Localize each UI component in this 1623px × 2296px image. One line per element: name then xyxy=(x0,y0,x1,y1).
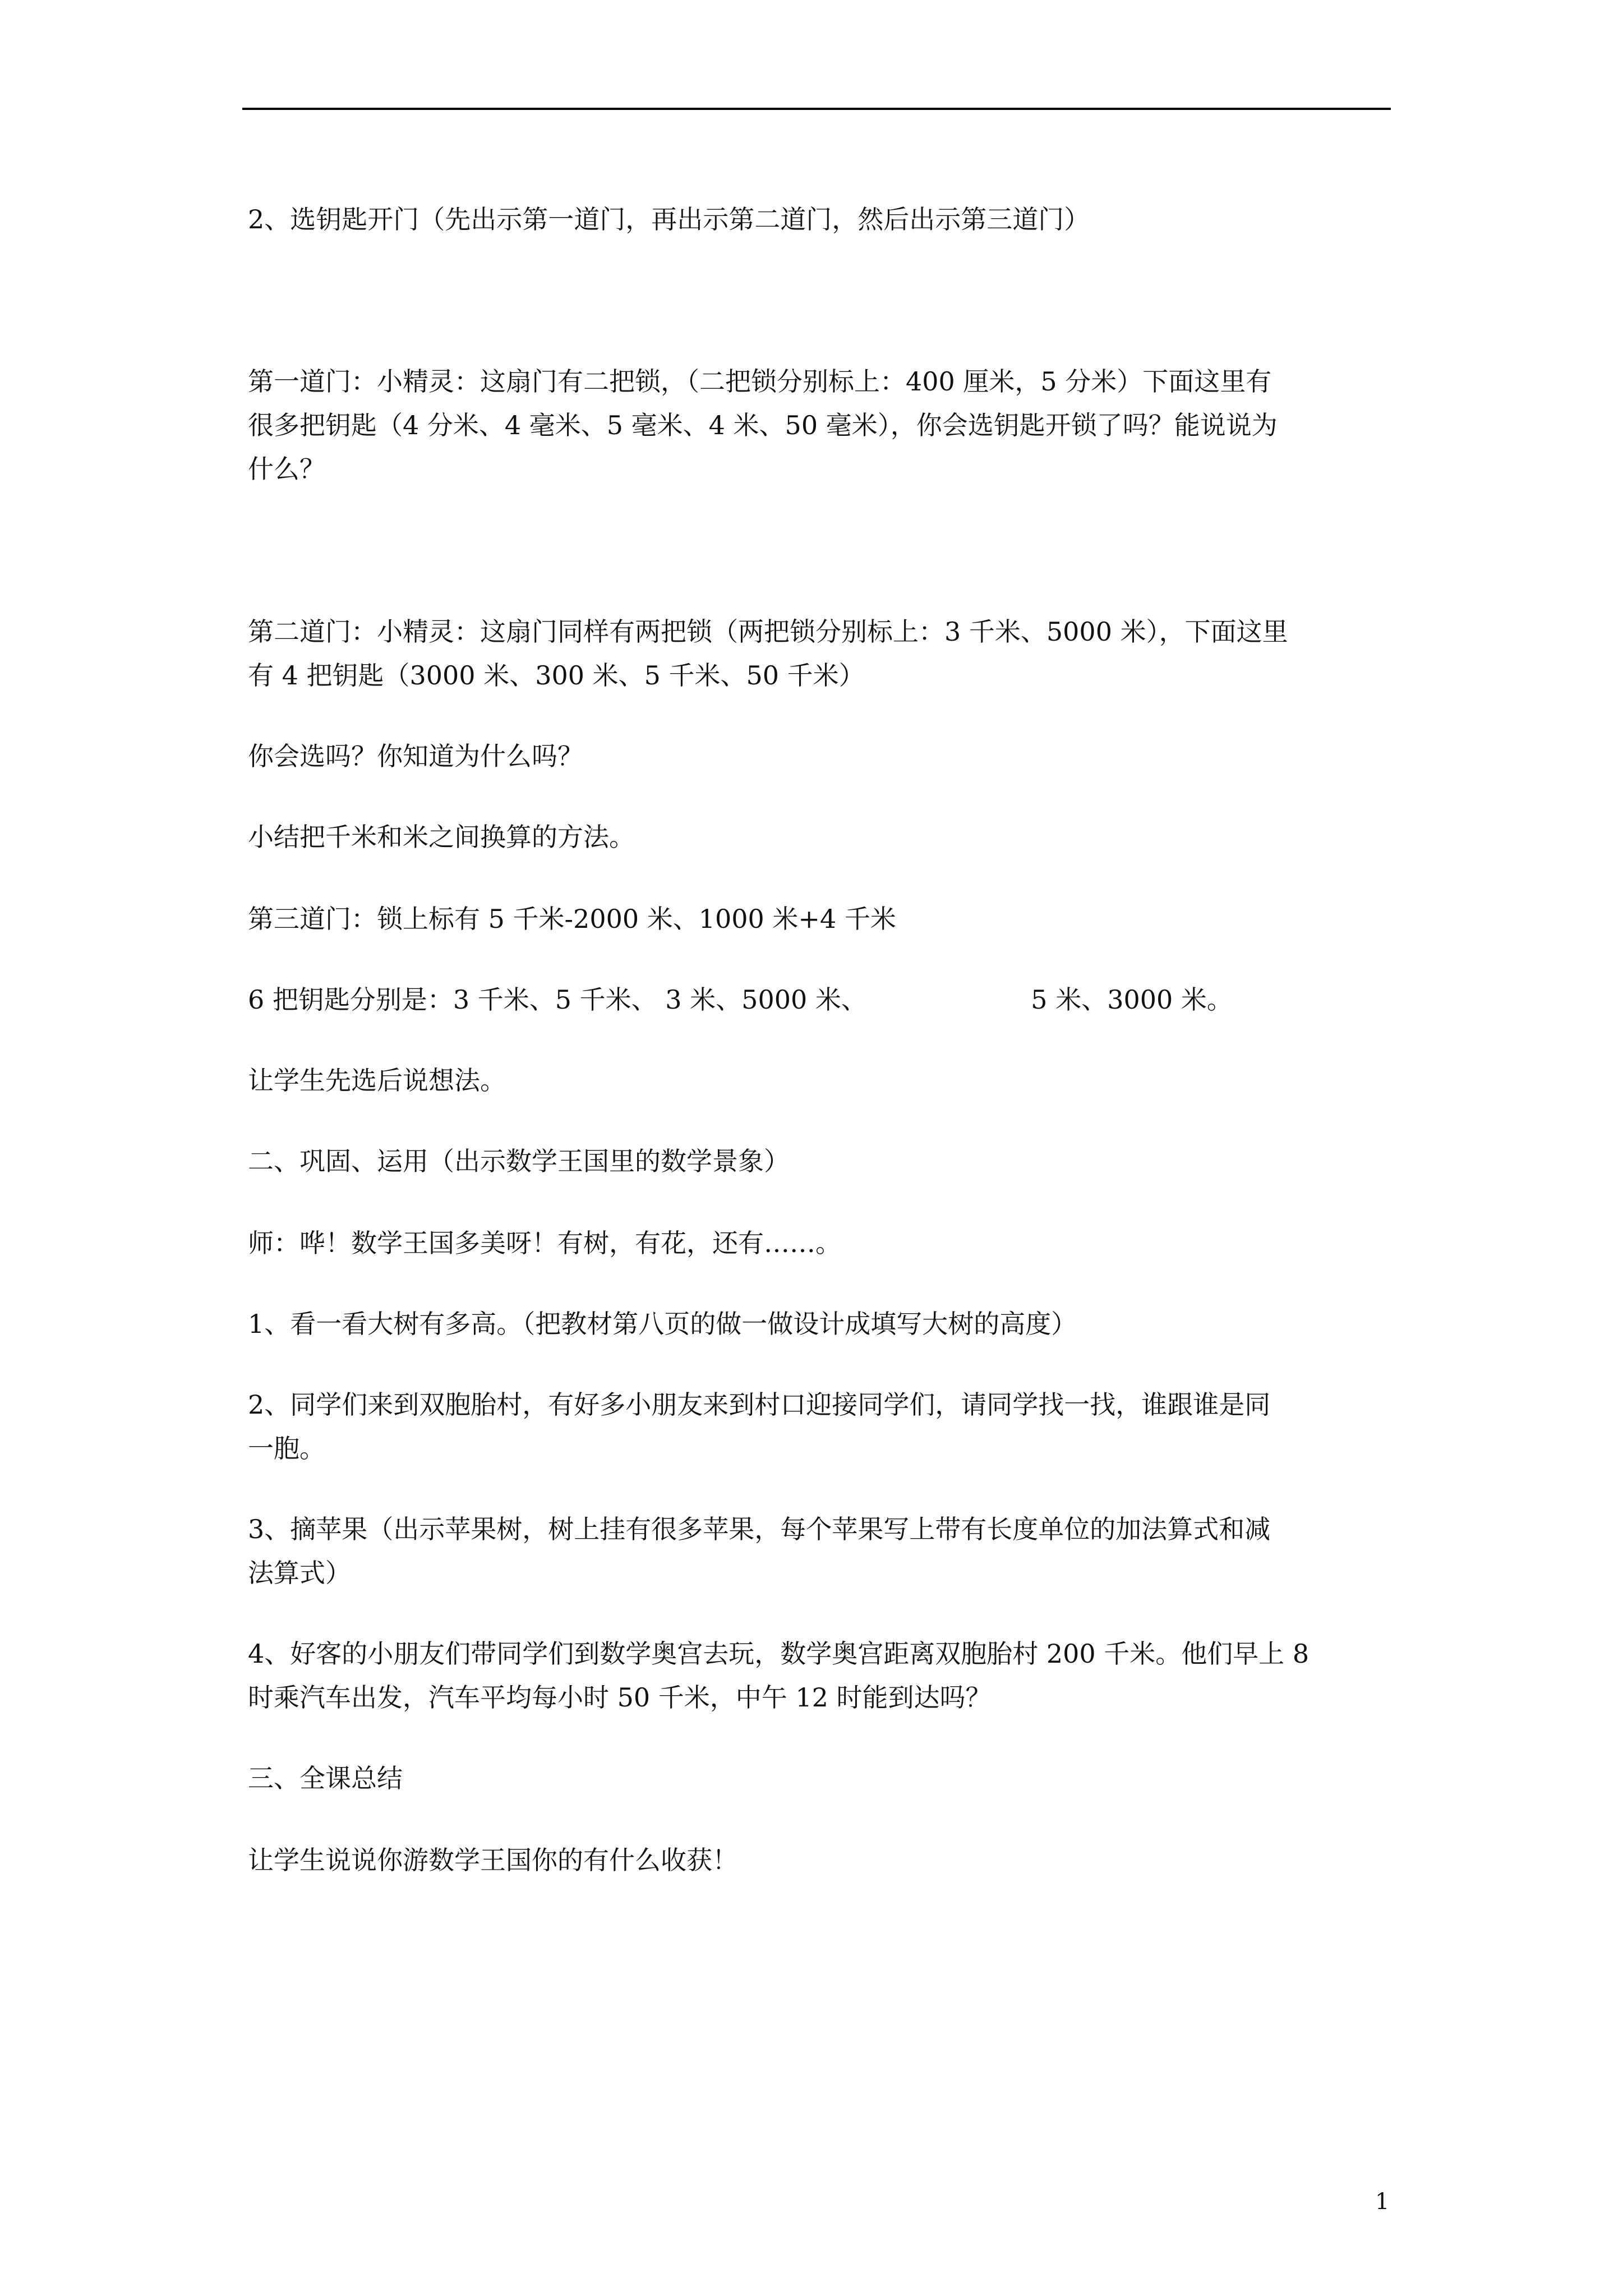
paragraph-line: 3、摘苹果（出示苹果树，树上挂有很多苹果，每个苹果写上带有长度单位的加法算式和减 xyxy=(248,1514,1271,1544)
paragraph-line: 师：哗！数学王国多美呀！有树，有花，还有……。 xyxy=(248,1228,841,1258)
paragraph-line: 你会选吗？你知道为什么吗？ xyxy=(248,741,583,771)
paragraph-line: 第一道门：小精灵：这扇门有二把锁，（二把锁分别标上：400 厘米，5 分米）下面这里有 xyxy=(248,366,1272,397)
paragraph-line: 2、同学们来到双胞胎村，有好多小朋友来到村口迎接同学们，请同学找一找，谁跟谁是同 xyxy=(248,1389,1271,1420)
paragraph-line: 4、好客的小朋友们带同学们到数学奥宫去玩，数学奥宫距离双胞胎村 200 千米。他们早上 8 xyxy=(248,1639,1310,1669)
paragraph-line: 时乘汽车出发，汽车平均每小时 50 千米，中午 12 时能到达吗？ xyxy=(248,1682,992,1713)
paragraph-line: 让学生说说你游数学王国你的有什么收获！ xyxy=(248,1845,738,1875)
section-heading: 二、巩固、运用（出示数学王国里的数学景象） xyxy=(248,1146,790,1176)
paragraph-line: 第二道门：小精灵：这扇门同样有两把锁（两把锁分别标上：3 千米、5000 米），下面这里 xyxy=(248,616,1288,647)
section-heading: 三、全课总结 xyxy=(248,1763,403,1793)
paragraph-line: 第三道门：锁上标有 5 千米-2000 米、1000 米+4 千米 xyxy=(248,904,896,934)
paragraph-line: 6 把钥匙分别是：3 千米、5 千米、 3 米、5000 米、 5 米、3000 米。 xyxy=(248,984,1233,1015)
paragraph-line: 小结把千米和米之间换算的方法。 xyxy=(248,822,635,852)
paragraph-line: 很多把钥匙（4 分米、4 毫米、5 毫米、4 米、50 毫米），你会选钥匙开锁了吗？能说说为 xyxy=(248,410,1278,440)
paragraph-line: 让学生先选后说想法。 xyxy=(248,1065,506,1096)
paragraph-line: 1、看一看大树有多高。（把教材第八页的做一做设计成填写大树的高度） xyxy=(248,1309,1077,1339)
paragraph-line: 2、选钥匙开门（先出示第一道门，再出示第二道门，然后出示第三道门） xyxy=(248,204,1090,234)
paragraph-line: 什么？ xyxy=(248,454,325,484)
page-number: 1 xyxy=(1375,2189,1390,2215)
paragraph-line: 一胞。 xyxy=(248,1433,325,1464)
header-rule xyxy=(242,108,1391,110)
paragraph-line: 法算式） xyxy=(248,1558,351,1588)
paragraph-line: 有 4 把钥匙（3000 米、300 米、5 千米、50 千米） xyxy=(248,660,865,691)
